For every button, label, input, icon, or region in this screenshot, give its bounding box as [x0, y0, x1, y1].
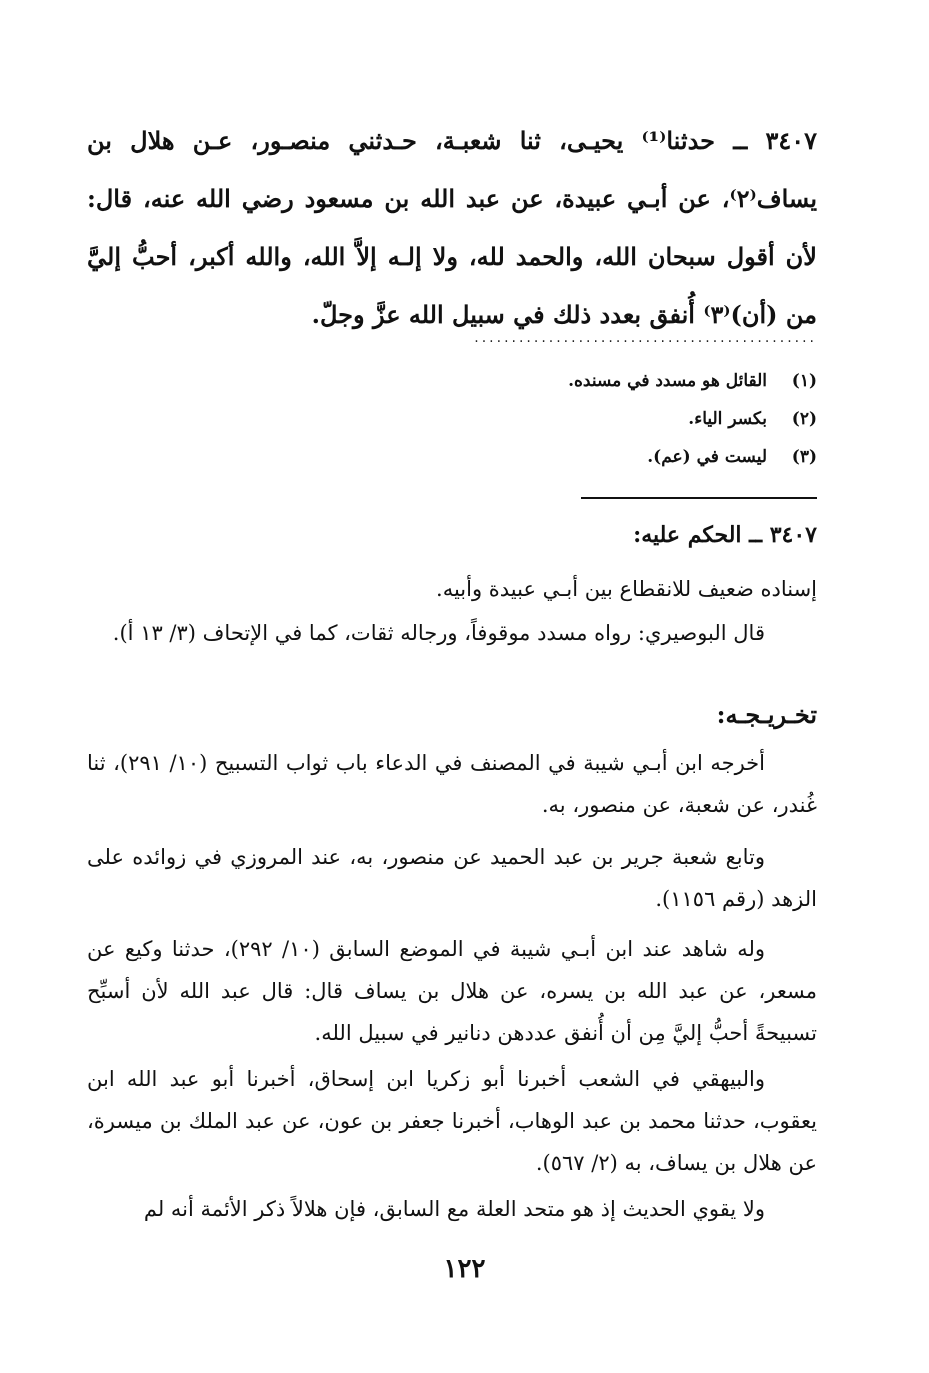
- busiri-quote: قال البوصيري: رواه مسدد موقوفاً، ورجاله ثقات، كما في الإتحاف (٣/ ١٣ أ).: [112, 621, 765, 645]
- hadith-text: ٣٤٠٧ ــ حدثنا⁽¹⁾ يحيـى، ثنا شعبـة، حـدثني منصـور، عـن هلال بن يساف⁽٢⁾، عن أبـي عبيدة، عن عبد الله بن مسعود رضي الله عنه، قال: لأن أقول سبحان الله، والحمد لله، ولا إلـه إلاَّ الله، والله أكبر، أحبُّ إليَّ من (أن)⁽٣⁾ أُنفق بعدد ذلك في سبيل الله عزَّ وجلّ.: [87, 126, 817, 329]
- takhrij-paragraph: أخرجه ابن أبـي شيبة في المصنف في الدعاء باب ثواب التسبيح (١٠/ ٢٩١)، ثنا غُندر، عن شعبة، عن منصور، به.: [87, 751, 817, 817]
- footnote-number: (٢): [791, 409, 817, 429]
- footnote-separator: ..............................................: [474, 330, 817, 346]
- page-number: ١٢٢: [443, 1254, 486, 1284]
- footnote-text: بكسر الياء.: [688, 409, 767, 429]
- takhrij-paragraph: وتابع شعبة جرير بن عبد الحميد عن منصور، به، عند المروزي في زوائده على الزهد (رقم ١١٥٦).: [87, 845, 817, 911]
- footnote-item: [317, 438, 817, 476]
- footnotes: [317, 362, 817, 476]
- footnote-item: [317, 400, 817, 438]
- section-divider: [581, 497, 817, 499]
- takhrij-paragraph: والبيهقي في الشعب أخبرنا أبو زكريا ابن إسحاق، أخبرنا أبو عبد الله ابن يعقوب، حدثنا محمد بن عبد الوهاب، أخبرنا جعفر بن عون، عن عبد الملك بن ميسرة، عن هلال بن يساف، به (٢/ ٥٦٧).: [87, 1067, 817, 1175]
- footnote-text: القائل هو مسدد في مسنده.: [568, 371, 767, 391]
- footnote-number: (١): [791, 371, 817, 391]
- isnad-ruling: إسناده ضعيف للانقطاع بين أبـي عبيدة وأبيه.: [436, 577, 817, 601]
- takhrij-heading: تخـريـجـه:: [716, 700, 817, 729]
- footnote-number: (٣): [791, 447, 817, 467]
- footnote-text: ليست في (عم).: [647, 447, 767, 467]
- footnote-item: [317, 362, 817, 400]
- takhrij-paragraph: ولا يقوي الحديث إذ هو متحد العلة مع السابق، فإن هلالاً ذكر الأئمة أنه لم: [143, 1197, 765, 1221]
- hukm-heading: ٣٤٠٧ ــ الحكم عليه:: [633, 522, 817, 548]
- takhrij-paragraph: وله شاهد عند ابن أبـي شيبة في الموضع السابق (١٠/ ٢٩٢)، حدثنا وكيع عن مسعر، عن عبد الله بن يسره، عن هلال بن يساف قال: قال عبد الله لأن أسبِّح تسبيحةً أحبُّ إليَّ مِن أن أُنفق عددهن دنانير في سبيل الله.: [87, 937, 817, 1045]
